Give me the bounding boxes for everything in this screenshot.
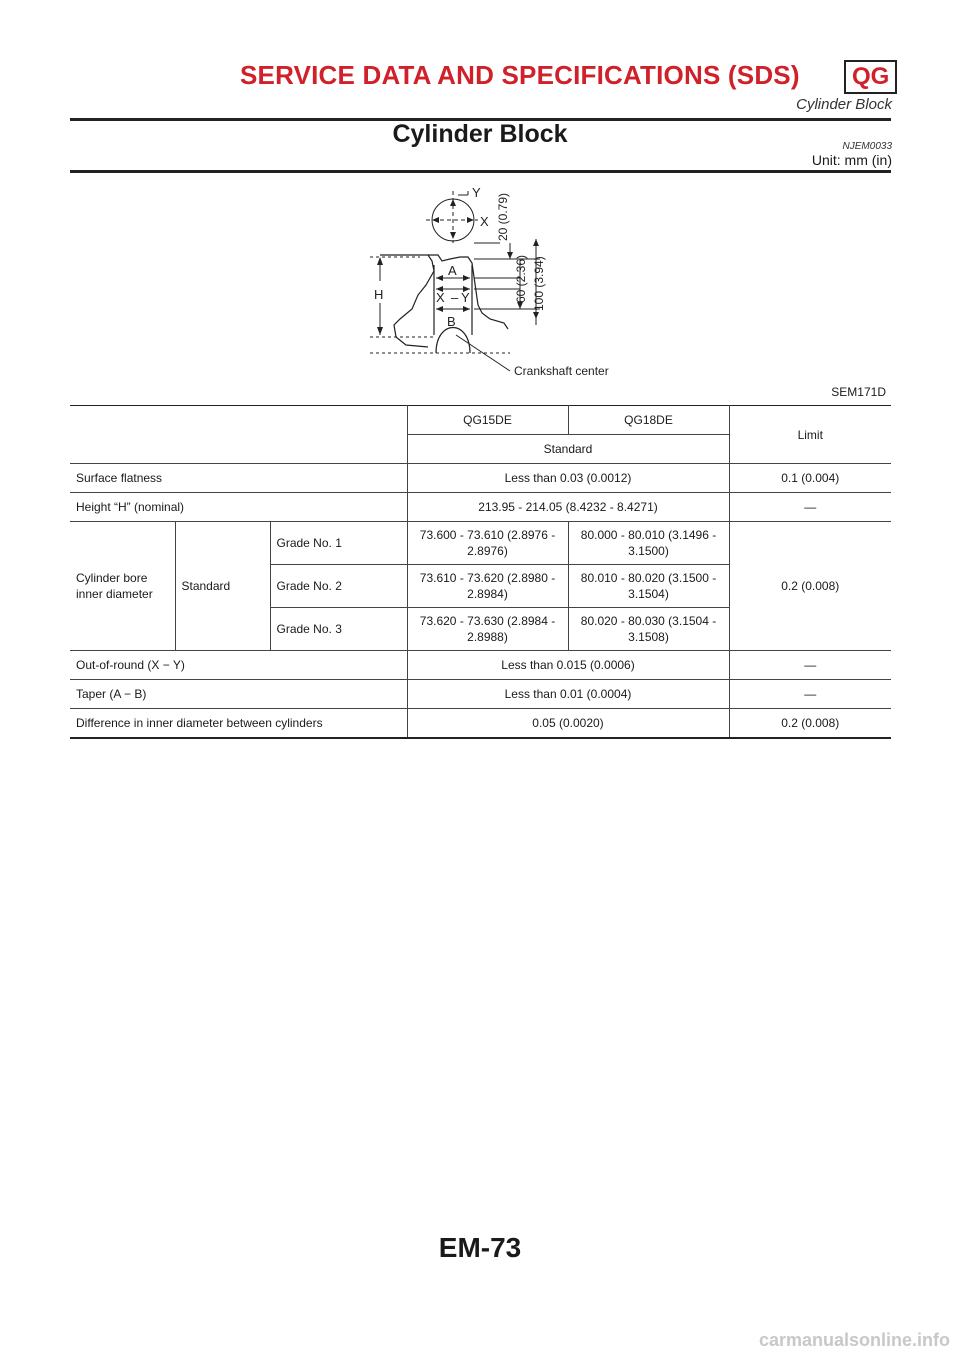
header-standard: Standard [407,435,729,464]
page-number: EM-73 [438,1232,522,1263]
row-limit: 0.1 (0.004) [729,464,891,493]
figure-code: SEM171D [831,385,886,399]
header-subtitle: Cylinder Block [796,96,892,113]
spec-table [70,405,891,739]
grade-label: Grade No. 1 [270,522,407,565]
table-row [70,651,891,680]
row-limit: — [729,680,891,709]
row-standard: Less than 0.015 (0.0006) [407,651,729,680]
dim-100: 100 (3.94) [532,256,546,311]
table-row [70,680,891,709]
grade-qg18de: 80.010 - 80.020 (3.1500 - 3.1504) [568,565,729,608]
label-y-mid: Y [461,290,470,305]
grade-qg15de: 73.610 - 73.620 (2.8980 - 2.8984) [407,565,568,608]
header-blank-cell [70,406,407,464]
row-label: Height “H” (nominal) [70,493,407,522]
bore-label: Cylinder bore inner diameter [70,522,175,651]
label-b: B [447,314,456,329]
label-x-mid: X [436,290,445,305]
row-limit: — [729,651,891,680]
row-label: Surface flatness [70,464,407,493]
row-limit: 0.2 (0.008) [729,709,891,739]
row-label: Taper (A − B) [70,680,407,709]
section-rule [70,170,891,173]
table-row [70,464,891,493]
label-a: A [448,263,457,278]
header-limit: Limit [729,406,891,464]
bore-limit: 0.2 (0.008) [729,522,891,651]
table-header-row [70,406,891,435]
bore-sub: Standard [175,522,270,651]
row-standard: 0.05 (0.0020) [407,709,729,739]
model-badge: QG [844,60,897,94]
header-qg15de: QG15DE [407,406,568,435]
section-title: Cylinder Block [392,120,568,148]
grade-label: Grade No. 2 [270,565,407,608]
table-row [70,493,891,522]
header-title: SERVICE DATA AND SPECIFICATIONS (SDS) [240,60,800,90]
label-y-top: Y [472,185,481,200]
label-x-right: X [480,214,489,229]
cylinder-block-diagram [360,185,640,380]
row-label: Difference in inner diameter between cylinders [70,709,407,739]
dim-20: 20 (0.79) [496,192,510,241]
row-standard: Less than 0.03 (0.0012) [407,464,729,493]
row-label: Out-of-round (X − Y) [70,651,407,680]
label-h: H [374,287,384,302]
section-unit: Unit: mm (in) [811,152,892,168]
label-crankshaft: Crankshaft center [514,364,609,378]
grade-qg15de: 73.620 - 73.630 (2.8984 - 2.8988) [407,608,568,651]
row-standard: Less than 0.01 (0.0004) [407,680,729,709]
table-row [70,522,891,565]
grade-label: Grade No. 3 [270,608,407,651]
header-qg18de: QG18DE [568,406,729,435]
section-code: NJEM0033 [842,141,892,152]
grade-qg18de: 80.020 - 80.030 (3.1504 - 3.1508) [568,608,729,651]
row-limit: — [729,493,891,522]
row-standard: 213.95 - 214.05 (8.4232 - 8.4271) [407,493,729,522]
dim-60: 60 (2.36) [514,254,528,303]
grade-qg18de: 80.000 - 80.010 (3.1496 - 3.1500) [568,522,729,565]
grade-qg15de: 73.600 - 73.610 (2.8976 - 2.8976) [407,522,568,565]
label-dash: – [451,290,459,305]
watermark: carmanualsonline.info [758,1330,950,1350]
table-row [70,709,891,739]
